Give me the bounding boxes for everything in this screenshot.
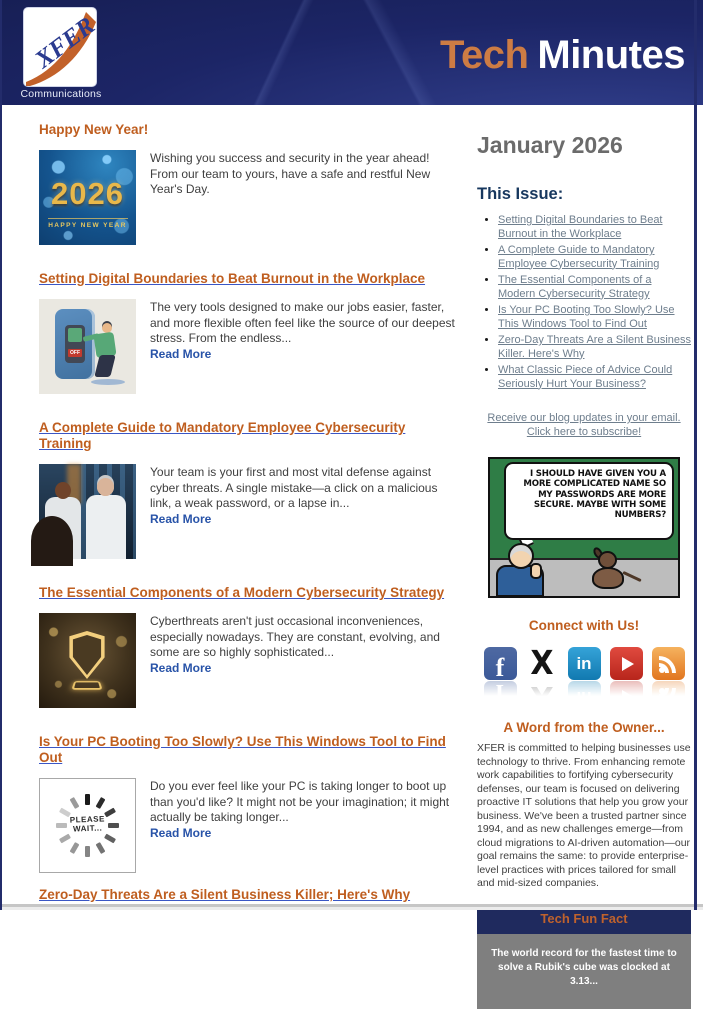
- issue-month: January 2026: [477, 132, 623, 158]
- issue-link[interactable]: A Complete Guide to Mandatory Employee Cybersecurity Training: [498, 244, 660, 270]
- comic-speech-bubble: I SHOULD HAVE GIVEN YOU A MORE COMPLICATED NAME SO MY PASSWORDS ARE MORE SECURE. MAYBE WITH SOME NUMBERS?: [504, 462, 674, 540]
- article-excerpt: Do you ever feel like your PC is taking longer to boot up than you'd like? It might not be your imagination; it might actually be taking longer...: [150, 779, 450, 824]
- read-more-link[interactable]: Read More: [150, 511, 212, 526]
- list-item: [498, 304, 691, 331]
- article-cybersecurity-training: [39, 420, 459, 559]
- list-item: [498, 364, 691, 391]
- article-digital-boundaries: [39, 271, 459, 394]
- list-item: [498, 214, 691, 241]
- article-excerpt: Your team is your first and most vital defense against cyber threats. A single mistake—a click on a malicious link, a weak password, or a lapse in...: [150, 465, 438, 510]
- logo-swoosh-icon: [24, 8, 100, 86]
- list-item: [498, 274, 691, 301]
- read-more-link[interactable]: Read More: [150, 660, 212, 675]
- issue-link[interactable]: Setting Digital Boundaries to Beat Burnout in the Workplace: [498, 214, 663, 240]
- content: [2, 105, 703, 1009]
- article-title-link[interactable]: Setting Digital Boundaries to Beat Burnout in the Workplace: [39, 271, 426, 286]
- linkedin-icon[interactable]: in: [568, 647, 601, 680]
- password-comic: [488, 457, 680, 598]
- issue-link[interactable]: Is Your PC Booting Too Slowly? Use This Windows Tool to Find Out: [498, 304, 675, 330]
- facebook-icon[interactable]: f: [484, 647, 517, 680]
- read-more-link[interactable]: Read More: [150, 346, 212, 361]
- title-accent: Tech: [439, 33, 529, 77]
- subscribe-link-line2[interactable]: Click here to subscribe!: [526, 426, 642, 438]
- article-title-link[interactable]: The Essential Components of a Modern Cybersecurity Strategy: [39, 585, 445, 600]
- fun-fact-text: The world record for the fastest time to solve a Rubik's cube was clocked at 3.13...: [477, 934, 691, 1009]
- owner-text: XFER is committed to helping businesses use technology to thrive. From enhancing remote work capabilities to fortifying cybersecurity defenses, our team is focused on delivering proactive IT solutions that help you grow your business. We've been a trusted partner since 1994, and as new challenges emerge—from cloud migrations to AI-driven automation—our goal remains the same: to provide enterprise-level practices with prices tailored for small and mid-sized companies.: [477, 742, 691, 889]
- title-rest: Minutes: [537, 33, 685, 77]
- shield-image: [39, 613, 136, 708]
- articles-column: [39, 122, 459, 1009]
- article-title-link[interactable]: A Complete Guide to Mandatory Employee Cybersecurity Training: [39, 420, 406, 451]
- newsletter-title: [440, 33, 685, 78]
- article-title-link[interactable]: Is Your PC Booting Too Slowly? Use This Windows Tool to Find Out: [39, 734, 446, 765]
- fun-fact-heading: Tech Fun Fact: [477, 904, 691, 934]
- logo-subtitle: Communications: [20, 88, 102, 100]
- connect-heading: Connect with Us!: [528, 618, 640, 633]
- xfer-logo: [24, 8, 100, 86]
- page-bottom-edge: [2, 903, 703, 910]
- new-year-image: [39, 150, 136, 245]
- article-title-link[interactable]: Zero-Day Threats Are a Silent Business Killer; Here's Why: [39, 887, 411, 902]
- list-item: [498, 334, 691, 361]
- subscribe-block: [477, 411, 691, 439]
- owner-heading: A Word from the Owner...: [503, 720, 665, 735]
- read-more-link[interactable]: Read More: [150, 825, 212, 840]
- issue-link[interactable]: What Classic Piece of Advice Could Seriously Hurt Your Business?: [498, 364, 673, 390]
- please-wait-image: [39, 778, 136, 873]
- issue-link-list: [477, 214, 691, 391]
- off-switch-image: [39, 299, 136, 394]
- please-wait-text: PLEASE WAIT...: [69, 814, 105, 834]
- rss-icon[interactable]: [652, 647, 685, 680]
- off-label: OFF: [70, 350, 80, 356]
- article-cybersecurity-strategy: [39, 585, 459, 708]
- article-excerpt: Wishing you success and security in the year ahead! From our team to yours, have a safe and restful New Year's Day.: [150, 151, 431, 196]
- logo-text: XFER: [30, 12, 100, 74]
- training-photo-image: [39, 464, 136, 559]
- social-icons-row: [477, 644, 691, 683]
- issue-link[interactable]: The Essential Components of a Modern Cybersecurity Strategy: [498, 274, 652, 300]
- article-excerpt: The very tools designed to make our jobs easier, faster, and more flexible often feel like the source of our deepest stress. From the endless...: [150, 300, 455, 345]
- issue-link[interactable]: Zero-Day Threats Are a Silent Business Killer. Here's Why: [498, 334, 691, 360]
- page-border: [694, 0, 697, 910]
- article-happy-new-year: [39, 122, 459, 245]
- this-issue-heading: This Issue:: [477, 185, 564, 203]
- subscribe-link-line1[interactable]: Receive our blog updates in your email.: [487, 412, 681, 424]
- new-year-caption: HAPPY NEW YEAR: [48, 218, 128, 229]
- x-twitter-icon[interactable]: X: [530, 644, 554, 683]
- youtube-icon[interactable]: [610, 647, 643, 680]
- masthead: [2, 0, 703, 105]
- list-item: [498, 244, 691, 271]
- new-year-year: 2026: [51, 176, 124, 211]
- article-zero-day: [39, 887, 459, 903]
- tech-fun-fact: [477, 904, 691, 1009]
- sidebar: [477, 122, 691, 1009]
- article-excerpt: Cyberthreats aren't just occasional inconveniences, especially nowadays. They are constant, evolving, and some are so highly sophisticated...: [150, 614, 440, 659]
- article-title: Happy New Year!: [39, 122, 149, 137]
- article-pc-booting: [39, 734, 459, 873]
